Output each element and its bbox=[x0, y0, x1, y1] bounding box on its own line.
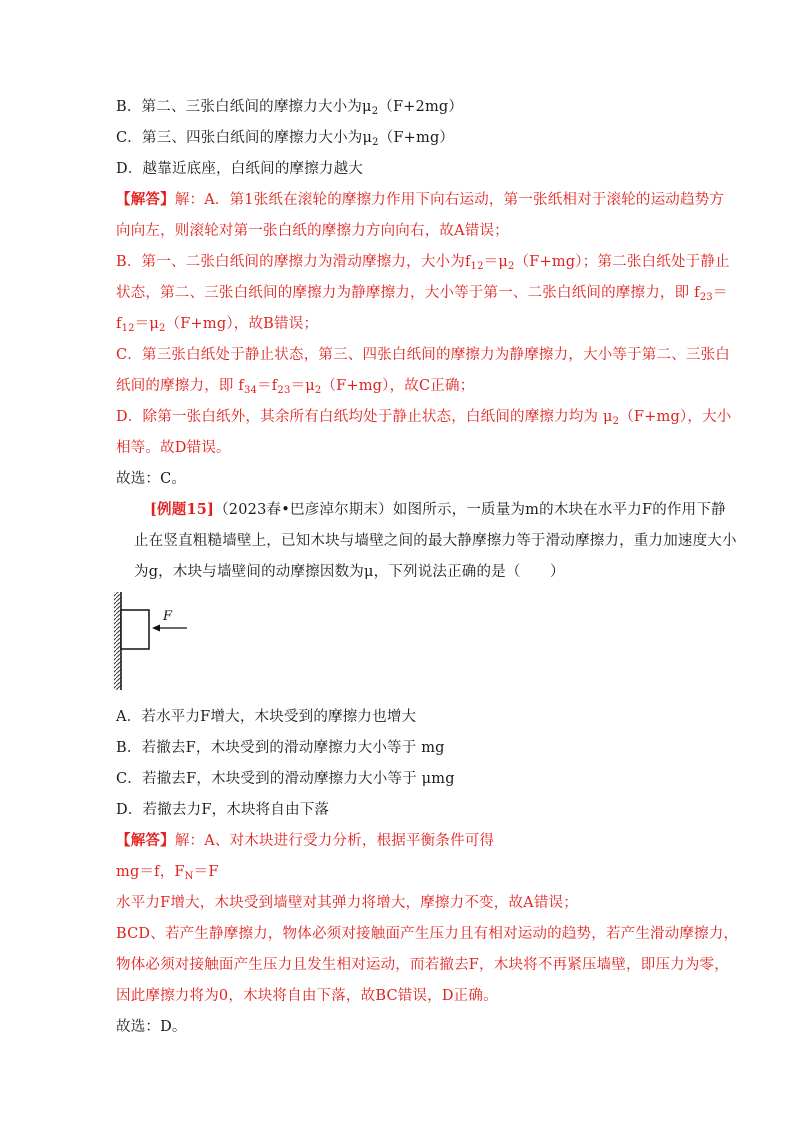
answer-tag: 【解答】 bbox=[116, 191, 175, 208]
force-label: F bbox=[163, 609, 173, 624]
answer-line: BCD、若产生静摩擦力，物体必须对接触面产生压力且有相对运动的趋势，若产生滑动摩擦力， bbox=[116, 926, 739, 942]
example-tag: [例题15] bbox=[150, 501, 215, 518]
answer-line: 物体必须对接触面产生压力且发生相对运动，而若撤去F，木块将不再紧压墙壁，即压力为零， bbox=[116, 957, 729, 973]
option-c: C．若撤去F，木块受到的滑动摩擦力大小等于 μmg bbox=[116, 771, 455, 787]
answer-line: 状态，第二、三张白纸间的摩擦力为静摩擦力，大小等于第一、二张白纸间的摩擦力，即 $f_{23}=$ bbox=[116, 285, 728, 303]
option-d: D．若撤去力F，木块将自由下落 bbox=[116, 802, 330, 818]
option-b: B．若撤去F，木块受到的滑动摩擦力大小等于 mg bbox=[116, 740, 445, 756]
answer-line: 因此摩擦力将为0，木块将自由下落，故BC错误，D正确。 bbox=[116, 988, 498, 1004]
option-a: A．若水平力F增大，木块受到的摩擦力也增大 bbox=[116, 709, 417, 725]
arrow-head bbox=[152, 625, 160, 632]
wall-block-figure bbox=[112, 590, 202, 692]
answer-line: D．除第一张白纸外，其余所有白纸均处于静止状态，白纸间的摩擦力均为 $\mu_2(F+mg)$，大小 bbox=[116, 409, 732, 427]
example-heading: [例题15]（2023春•巴彦淖尔期末）如图所示，一质量为m的木块在水平力F的作用下静 bbox=[150, 501, 726, 518]
option-c: C．第三、四张白纸间的摩擦力大小为$\mu_2(F+mg)$ bbox=[116, 130, 455, 148]
answer-line: 【解答】解：A、对木块进行受力分析，根据平衡条件可得 bbox=[116, 832, 495, 849]
option-d: D．越靠近底座，白纸间的摩擦力越大 bbox=[116, 161, 364, 177]
answer-line: 相等。故D错误。 bbox=[116, 440, 231, 456]
answer-line: 向向左，则滚轮对第一张白纸的摩擦力方向向右，故A错误； bbox=[116, 223, 509, 239]
answer-line: C．第三张白纸处于静止状态，第三、四张白纸间的摩擦力为静摩擦力，大小等于第二、三张白 bbox=[116, 347, 730, 363]
option-b: B．第二、三张白纸间的摩擦力大小为$\mu_2(F+2mg)$ bbox=[116, 99, 464, 117]
answer-line: mg＝f，$F_N=F$ bbox=[116, 864, 219, 882]
example-text: 为g，木块与墙壁间的动摩擦因数为μ，下列说法正确的是（ ） bbox=[134, 564, 565, 580]
example-text: 止在竖直粗糙墙壁上，已知木块与墙壁之间的最大静摩擦力等于滑动摩擦力，重力加速度大小 bbox=[134, 533, 737, 549]
wall-hatching bbox=[114, 592, 121, 690]
answer-line: 水平力F增大，木块受到墙壁对其弹力将增大，摩擦力不变，故A错误； bbox=[116, 895, 578, 911]
answer-final: 故选：D。 bbox=[116, 1019, 187, 1035]
answer-tag: 【解答】 bbox=[116, 832, 175, 849]
answer-line: B．第一、二张白纸间的摩擦力为滑动摩擦力，大小为$f_{12}=\mu_2(F+mg)$；第二张白纸处于静止 bbox=[116, 254, 730, 272]
answer-line: 【解答】解：A．第1张纸在滚轮的摩擦力作用下向右运动，第一张纸相对于滚轮的运动趋势方 bbox=[116, 191, 725, 208]
block bbox=[121, 610, 149, 649]
answer-final: 故选：C。 bbox=[116, 471, 187, 487]
answer-line: 纸间的摩擦力，即 $f_{34}=f_{23}=\mu_2(F+mg)$，故C正确； bbox=[116, 378, 475, 396]
answer-line: $f_{12}=\mu_2(F+mg)$，故B错误； bbox=[116, 316, 319, 334]
